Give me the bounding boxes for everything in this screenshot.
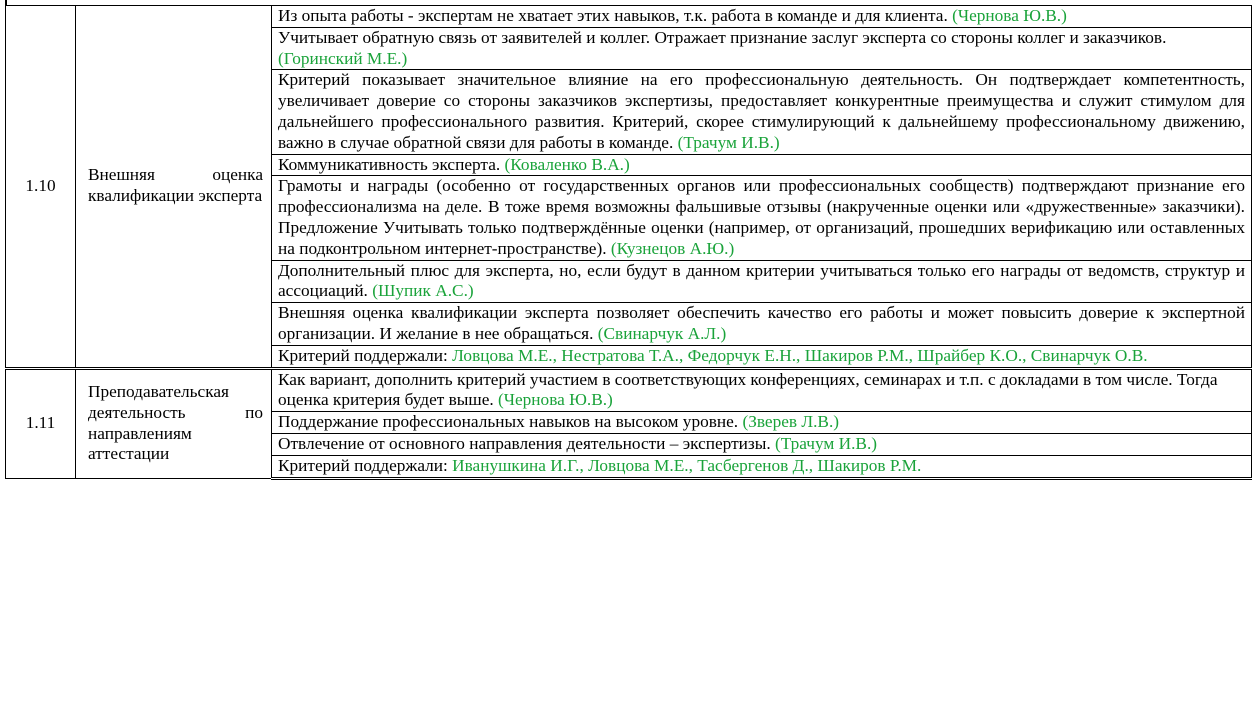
comment-author: (Зверев Л.В.) <box>742 412 840 432</box>
comment-author: Ловцова М.Е., Нестратова Т.А., Федорчук Е.Н., Шакиров Р.М., Шрайбер К.О., Свинарчук О.В. <box>452 345 1148 365</box>
comment-cell <box>272 27 1252 70</box>
comment-cell <box>272 303 1252 346</box>
row-number: 1.10 <box>6 6 76 369</box>
comment-cell <box>272 368 1252 412</box>
table-row <box>6 6 1252 28</box>
comment-text: Критерий поддержали: <box>278 455 453 475</box>
comment-author: (Трачум И.В.) <box>774 433 878 453</box>
comment-text: Дополнительный плюс для эксперта, но, если будут в данном критерии учитываться только его награды от ведомств, структур и ассоциаций. <box>278 260 1245 301</box>
comment-text: Учитывает обратную связь от заявителей и коллег. Отражает признание заслуг эксперта со стороны коллег и заказчиков. <box>278 27 1167 47</box>
comment-author: (Чернова Ю.В.) <box>952 6 1067 25</box>
comment-text: Критерий поддержали: <box>278 345 453 365</box>
comment-author: (Шупик А.С.) <box>372 281 474 301</box>
comment-author: (Чернова Ю.В.) <box>498 390 613 410</box>
criteria-table <box>5 5 1252 480</box>
comment-cell <box>272 70 1252 154</box>
criterion-name: Внешняя оценка квалификации эксперта <box>76 6 272 369</box>
comment-author: (Трачум И.В.) <box>677 132 780 152</box>
comment-text: Внешняя оценка квалификации эксперта позволяет обеспечить качество его работы и может повысить доверие к экспертной организации. И желание в нее обращаться. <box>278 303 1245 343</box>
comment-author: (Свинарчук А.Л.) <box>597 323 727 343</box>
comment-author: (Горинский М.Е.) <box>278 48 408 68</box>
comment-text: Критерий показывает значительное влияние на его профессиональную деятельность. Он подтверждает компетентность, увеличивает доверие со стороны заказчиков экспертизы, предоставляет конкурентные преимущества и служит стимулом для дальнейшего профессионального развития. Критерий, скорее стимулирующий к дальнейшему профессиональному движению, важно в случае обратной связи для работы в команде. <box>278 70 1245 152</box>
comment-author: (Коваленко В.А.) <box>504 154 630 174</box>
comment-text: Из опыта работы - экспертам не хватает этих навыков, т.к. работа в команде и для клиента. <box>278 6 953 25</box>
comment-cell <box>272 412 1252 434</box>
comment-text: Как вариант, дополнить критерий участием в соответствующих конференциях, семинарах и т.п. с докладами в том числе. Тогда оценка критерия будет выше. <box>278 369 1218 410</box>
comment-author: Иванушкина И.Г., Ловцова М.Е., Тасбергенов Д., Шакиров Р.М. <box>452 455 922 475</box>
comment-cell <box>272 345 1252 368</box>
comment-cell <box>272 6 1252 28</box>
comment-text: Поддержание профессиональных навыков на высоком уровне. <box>278 412 743 432</box>
comment-cell <box>272 176 1252 260</box>
comment-cell <box>272 433 1252 455</box>
comment-cell <box>272 154 1252 176</box>
comment-author: (Кузнецов А.Ю.) <box>610 238 735 258</box>
criterion-name: Преподавательская деятельность по направлениям аттестации <box>76 368 272 478</box>
row-number: 1.11 <box>6 368 76 478</box>
table-row <box>6 368 1252 412</box>
comment-cell <box>272 455 1252 478</box>
comment-text: Коммуникативность эксперта. <box>278 154 505 174</box>
comment-cell <box>272 260 1252 303</box>
comment-text: Грамоты и награды (особенно от государственных органов или профессиональных сообществ) подтверждают признание его профессионализма на деле. В тоже время возможны фальшивые отзывы (накрученные оценки или «дружественные» заказчики). Предложение Учитывать только подтверждённые оценки (например, от организаций, прошедших верификацию или оставленных на подконтрольном интернет-пространстве). <box>278 176 1245 258</box>
comment-text: Отвлечение от основного направления деятельности – экспертизы. <box>278 433 775 453</box>
